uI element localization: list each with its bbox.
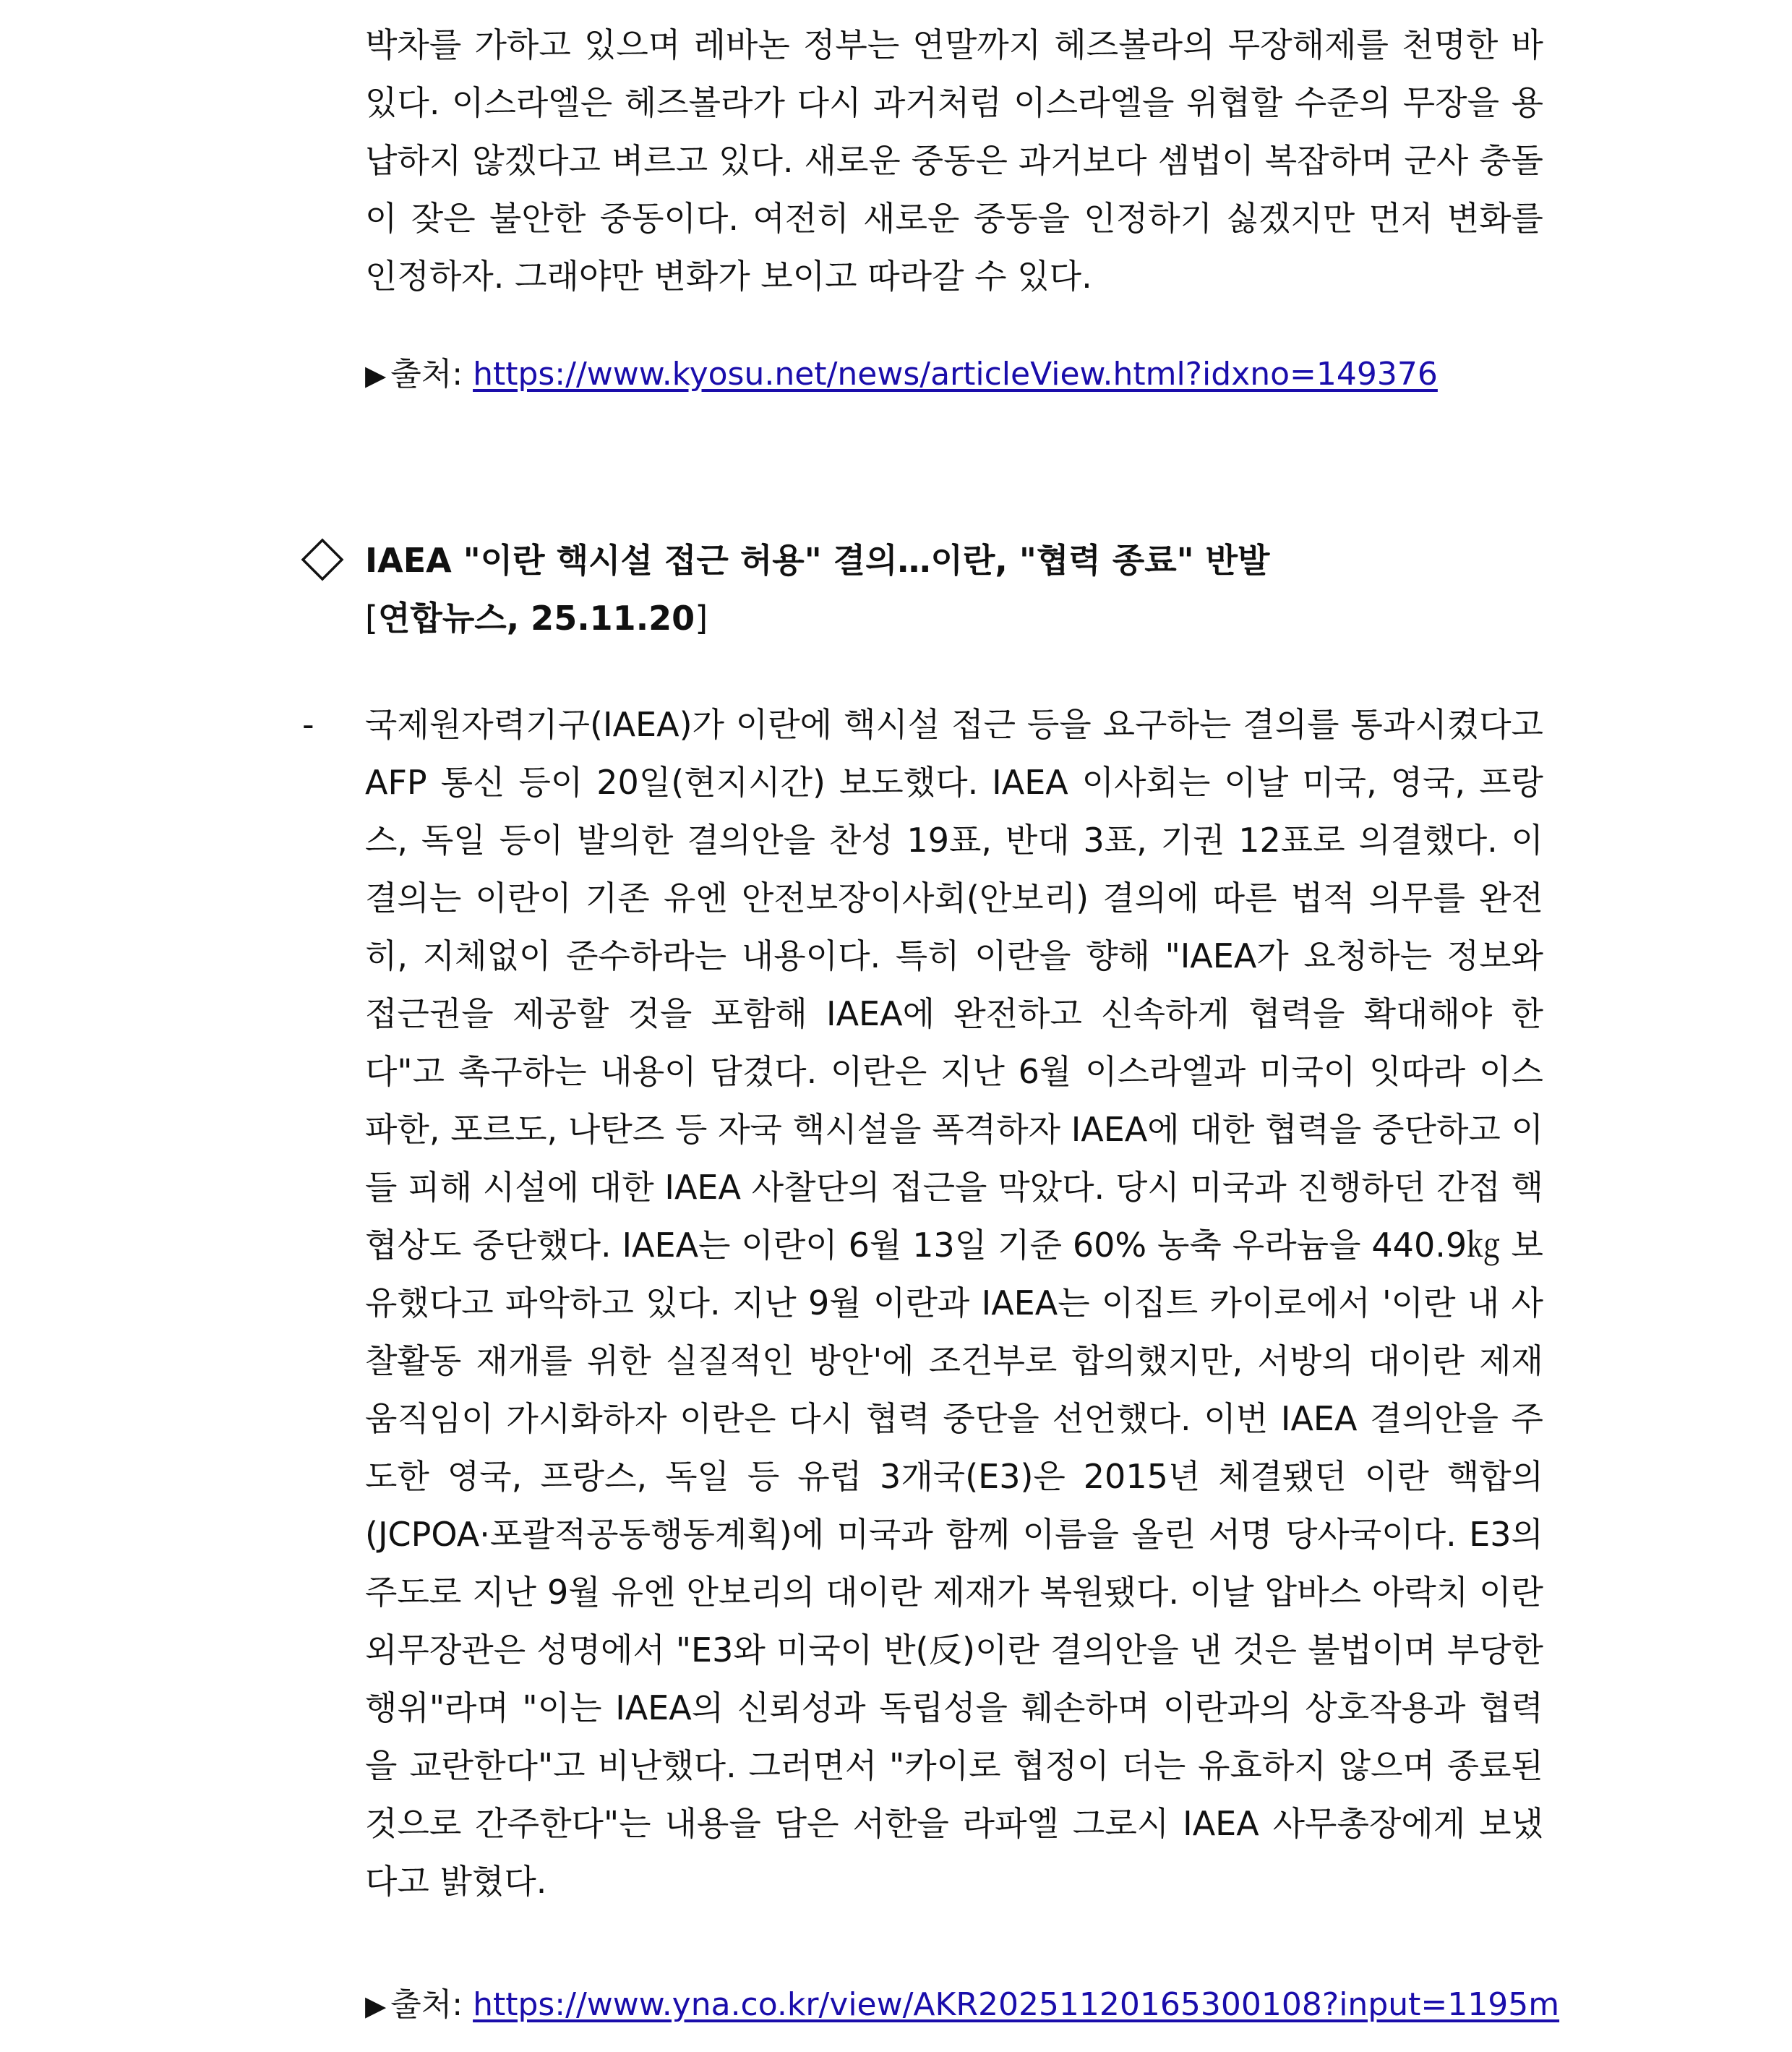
source-link-2[interactable]: https://www.yna.co.kr/view/AKR20251120165300108?input=1195m [473,1986,1560,2023]
source-label: 출처: [390,356,473,393]
source-line-1 [365,346,1438,404]
article-headline: IAEA "이란 핵시설 접근 허용" 결의…이란, "협력 종료" 반발 [365,541,1270,580]
source-label: 출처: [390,1986,473,2023]
top-paragraph: 박차를 가하고 있으며 레바논 정부는 연말까지 헤즈볼라의 무장해제를 천명한 바 있다. 이스라엘은 헤즈볼라가 다시 과거처럼 이스라엘을 위협할 수준의 무장을 용납하지 않겠다고 벼르고 있다. 새로운 중동은 과거보다 셈법이 복잡하며 군사 충돌이 잦은 불안한 중동이다. 여전히 새로운 중동을 인정하기 싫겠지만 먼저 변화를 인정하자. 그래야만 변화가 보이고 따라갈 수 있다. [365,25,1543,296]
source-name: 연합뉴스, 25.11.20 [377,599,695,638]
article-body: 국제원자력기구(IAEA)가 이란에 핵시설 접근 등을 요구하는 결의를 통과시켰다고 AFP 통신 등이 20일(현지시간) 보도했다. IAEA 이사회는 이날 미국, 영국, 프랑스, 독일 등이 발의한 결의안을 찬성 19표, 반대 3표, 기권 12표로 의결했다. 이 결의는 이란이 기존 유엔 안전보장이사회(안보리) 결의에 따른 법적 의무를 완전히, 지체없이 준수하라는 내용이다. 특히 이란을 향해 "IAEA가 요청하는 정보와 접근권을 제공할 것을 포함해 IAEA에 완전하고 신속하게 협력을 확대해야 한다"고 촉구하는 내용이 담겼다. 이란은 지난 6월 이스라엘과 미국이 잇따라 이스파한, 포르도, 나탄즈 등 자국 핵시설을 폭격하자 IAEA에 대한 협력을 중단하고 이들 피해 시설에 대한 IAEA 사찰단의 접근을 막았다. 당시 미국과 진행하던 간접 핵협상도 중단했다. IAEA는 이란이 6월 13일 기준 60% 농축 우라늄을 440.9㎏ 보유했다고 파악하고 있다. 지난 9월 이란과 IAEA는 이집트 카이로에서 '이란 내 사찰활동 재개를 위한 실질적인 방안'에 조건부로 합의했지만, 서방의 대이란 제재 움직임이 가시화하자 이란은 다시 협력 중단을 선언했다. 이번 IAEA 결의안을 주도한 영국, 프랑스, 독일 등 유럽 3개국(E3)은 2015년 체결됐던 이란 핵합의(JCPOA·포괄적공동행동계획)에 미국과 함께 이름을 올린 서명 당사국이다. E3의 주도로 지난 9월 유엔 안보리의 대이란 제재가 복원됐다. 이날 압바스 아락치 이란 외무장관은 성명에서 "E3와 미국이 반(反)이란 결의안을 낸 것은 불법이며 부당한 행위"라며 "이는 IAEA의 신뢰성과 독립성을 훼손하며 이란과의 상호작용과 협력을 교란한다"고 비난했다. 그러면서 "카이로 협정이 더는 유효하지 않으며 종료된 것으로 간주한다"는 내용을 담은 서한을 라파엘 그로시 IAEA 사무총장에게 보냈다고 밝혔다. [365,705,1543,1901]
arrow-icon: ▶ [365,1990,387,2022]
bullet-dash: - [302,705,314,744]
article-source [365,589,708,647]
diamond-icon [300,537,345,582]
source-line-2 [365,1976,1559,2035]
source-link-1[interactable]: https://www.kyosu.net/news/articleView.html?idxno=149376 [473,356,1438,393]
arrow-icon: ▶ [365,359,387,391]
source-bracket-open: [ [365,599,378,638]
source-bracket-close: ] [695,599,708,638]
